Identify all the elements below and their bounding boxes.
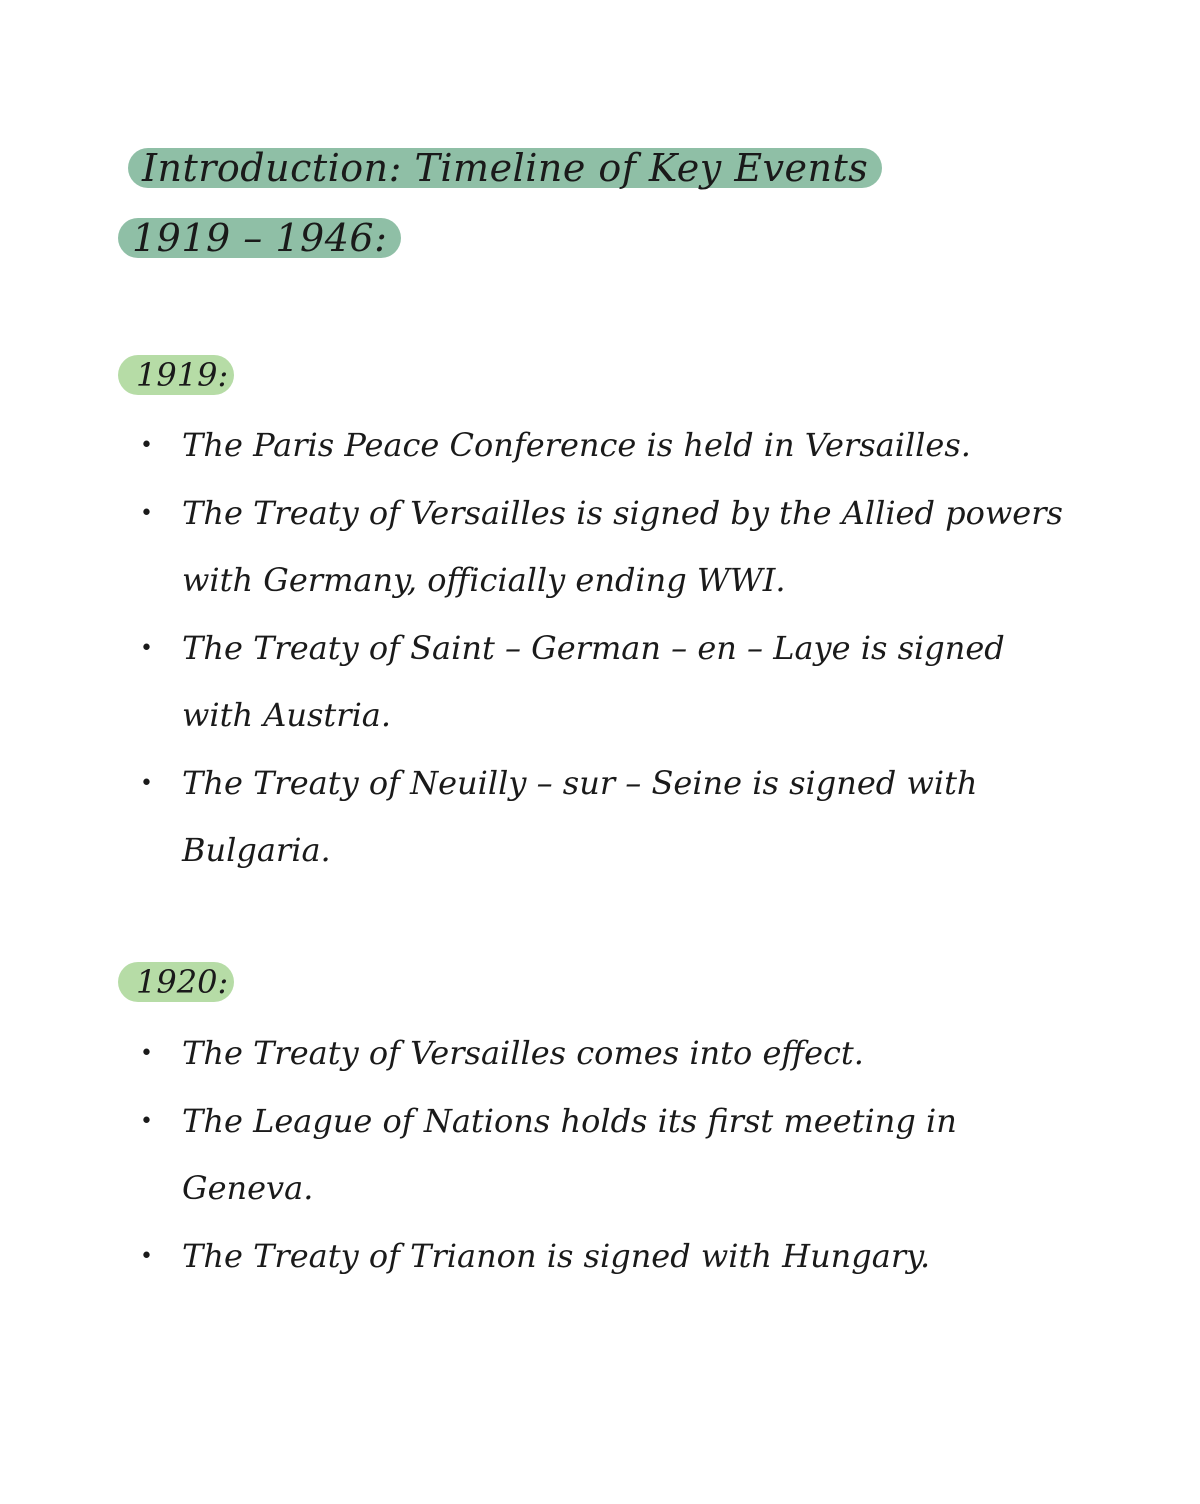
list-item [0,480,1200,615]
event-text: The League of Nations holds its first meeting in Geneva. [182,1101,957,1207]
event-list-1919 [0,412,1200,885]
page-title-text: Introduction: Timeline of Key Events [128,148,882,188]
event-text: The Treaty of Versailles is signed by the Allied powers with Germany, officially ending WWI. [182,493,1063,599]
event-list-1920 [0,1020,1200,1290]
event-text: The Treaty of Saint – German – en – Laye is signed with Austria. [182,628,1005,734]
event-text: The Treaty of Neuilly – sur – Seine is signed with Bulgaria. [182,763,978,869]
year-heading-1919 [118,355,234,395]
year-heading-1920 [118,962,234,1002]
bullet-icon: • [140,433,153,458]
bullet-icon: • [140,1041,153,1066]
bullet-icon: • [140,500,153,526]
list-item [0,412,1200,480]
bullet-icon: • [140,1243,153,1269]
bullet-icon: • [140,1108,153,1134]
year-label: 1919: [118,355,234,395]
event-text: The Treaty of Trianon is signed with Hungary. [182,1236,931,1275]
event-text: The Paris Peace Conference is held in Versailles. [182,426,971,464]
list-item [0,1088,1200,1223]
bullet-icon: • [140,770,153,796]
page-title [128,146,882,190]
page-subtitle-date-range [118,216,401,260]
date-range-text: 1919 – 1946: [118,218,401,258]
event-text: The Treaty of Versailles comes into effect. [182,1034,864,1072]
list-item [0,1223,1200,1291]
list-item [0,1020,1200,1088]
year-label: 1920: [118,962,234,1002]
list-item [0,615,1200,750]
bullet-icon: • [140,635,153,661]
list-item [0,750,1200,885]
